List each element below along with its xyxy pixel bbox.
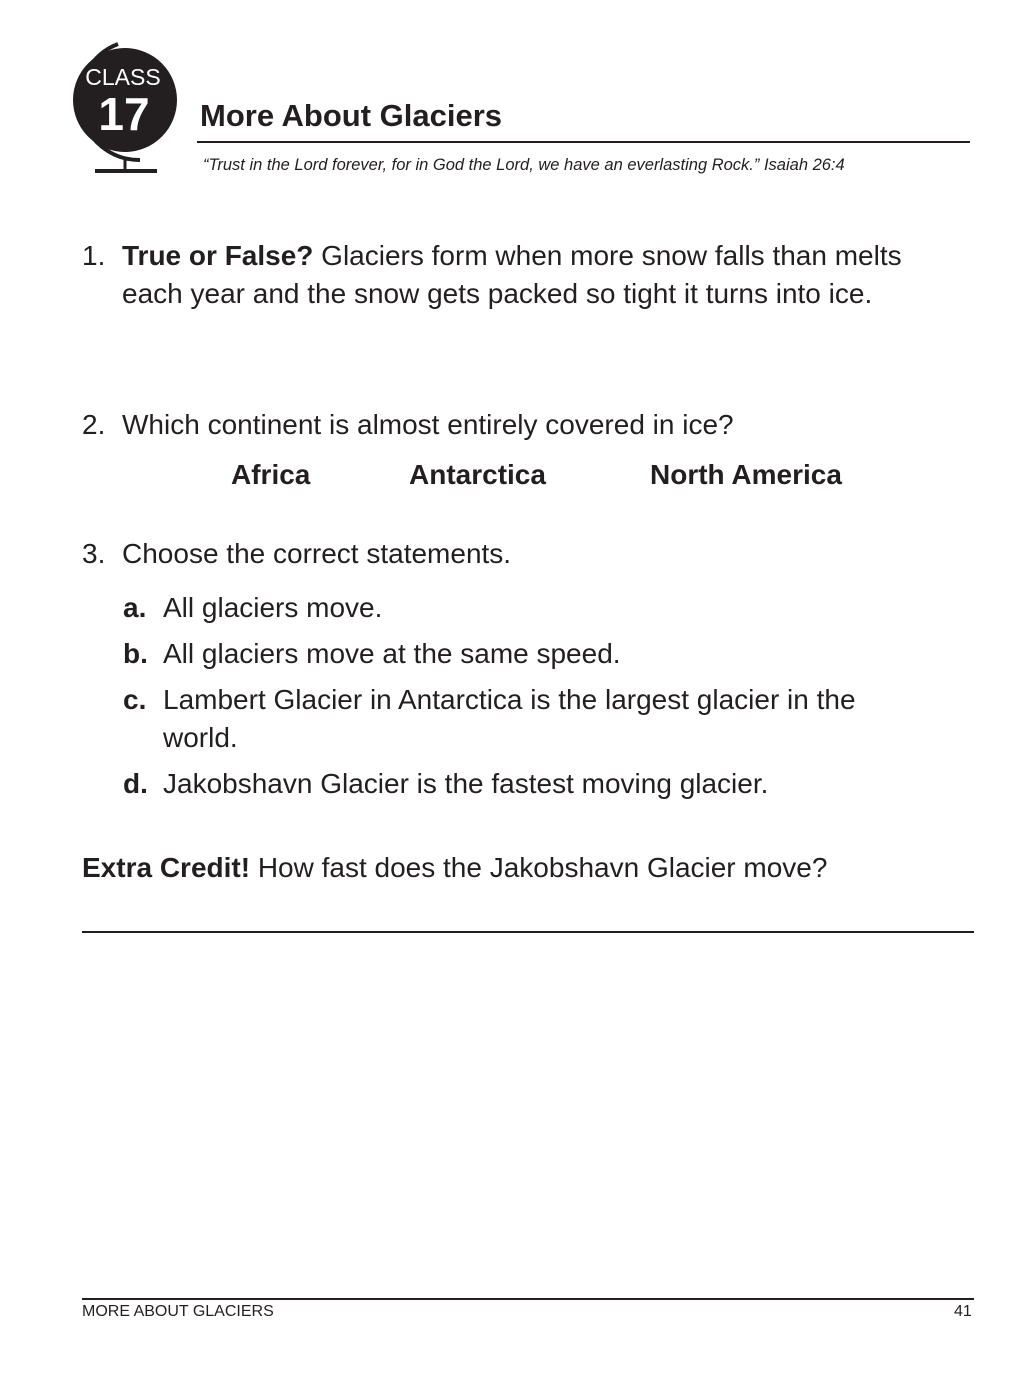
question-text: Which continent is almost entirely covered in ice? xyxy=(122,409,734,440)
option-north-america[interactable]: North America xyxy=(650,459,842,490)
statement-a[interactable] xyxy=(123,589,923,629)
statement-text: All glaciers move. xyxy=(163,592,383,623)
statement-text: Lambert Glacier in Antarctica is the largest glacier in the world. xyxy=(163,684,856,753)
footer-section-title: MORE ABOUT GLACIERS xyxy=(82,1303,274,1320)
class-globe-logo xyxy=(60,40,190,185)
question-2 xyxy=(82,406,962,446)
question-1 xyxy=(82,237,962,357)
extra-credit xyxy=(82,849,982,887)
statement-c[interactable] xyxy=(123,681,923,761)
question-label: True or False? xyxy=(122,240,314,271)
statement-letter: a. xyxy=(123,592,147,623)
extra-credit-label: Extra Credit! xyxy=(82,852,251,883)
question-number: 3. xyxy=(82,538,106,569)
footer-divider xyxy=(82,1298,974,1300)
statement-text: Jakobshavn Glacier is the fastest moving glacier. xyxy=(163,768,769,799)
statement-letter: b. xyxy=(123,638,148,669)
class-number: 17 xyxy=(98,88,150,140)
answer-line[interactable] xyxy=(82,931,974,933)
extra-credit-question: How fast does the Jakobshavn Glacier move? xyxy=(250,852,828,883)
statement-letter: d. xyxy=(123,768,148,799)
question-number: 1. xyxy=(82,240,106,271)
statement-d[interactable] xyxy=(123,765,923,805)
option-antarctica[interactable]: Antarctica xyxy=(409,459,546,490)
title-divider xyxy=(197,141,970,143)
statement-text: All glaciers move at the same speed. xyxy=(163,638,621,669)
statement-letter: c. xyxy=(123,684,147,715)
question-text: Glaciers form when more snow falls than melts each year and the snow gets packed so tight it turns into ice. xyxy=(122,240,902,309)
question-number: 2. xyxy=(82,409,106,440)
class-label: CLASS xyxy=(85,64,161,90)
question-3 xyxy=(82,535,962,575)
bible-verse: “Trust in the Lord forever, for in God the Lord, we have an everlasting Rock.” Isaiah 26:4 xyxy=(203,156,845,174)
statement-b[interactable] xyxy=(123,635,923,675)
page-number: 41 xyxy=(954,1303,972,1320)
option-africa[interactable]: Africa xyxy=(231,459,311,490)
question-text: Choose the correct statements. xyxy=(122,538,512,569)
globe-icon xyxy=(60,40,190,185)
page-title: More About Glaciers xyxy=(200,98,503,133)
